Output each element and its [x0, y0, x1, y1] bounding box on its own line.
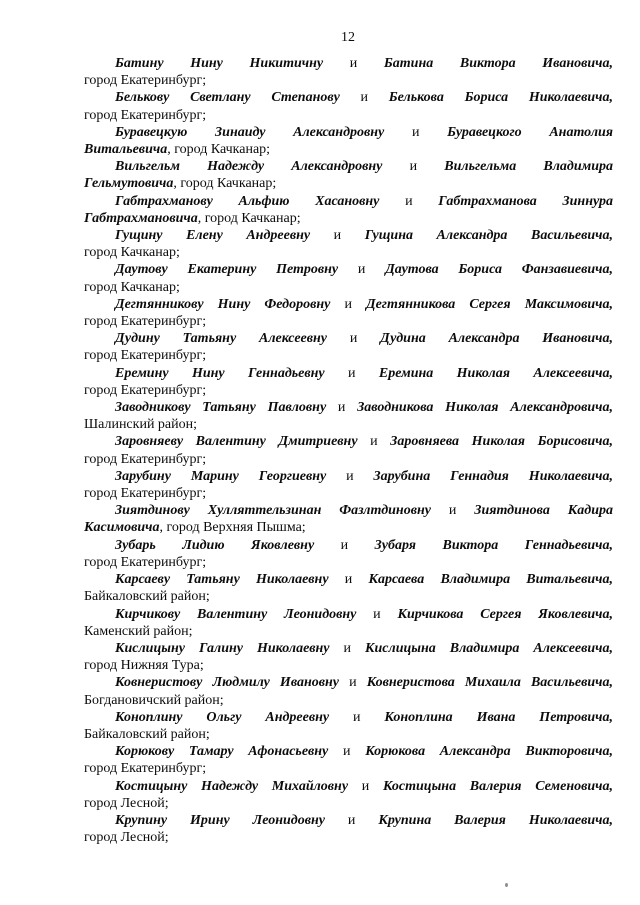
entry-name-text: Крупину Ирину Леонидовну — [115, 812, 325, 828]
page-number: 12 — [341, 30, 355, 45]
entry-name-text: Гущину Елену Андреевну — [115, 228, 311, 244]
entry-location-line — [84, 726, 613, 743]
list-item — [84, 433, 613, 467]
entry-name-text: Кислицына Владимира Алексеевича, — [365, 640, 614, 656]
list-item — [84, 55, 613, 89]
entry-location-line — [84, 829, 613, 846]
list-item — [84, 674, 613, 708]
entry-plain-text: город Екатеринбург; — [84, 348, 207, 364]
entry-name-text: Вильгельма Владимира — [444, 159, 614, 175]
entry-name-text: Дегтянникову Нину Федоровну — [115, 296, 331, 312]
entry-names-line — [84, 193, 613, 210]
entry-plain-text: и — [357, 434, 391, 450]
entry-location-line — [84, 623, 613, 640]
entry-name-text: Коноплина Ивана Петровича, — [384, 709, 613, 725]
entry-plain-text: Байкаловский район; — [84, 589, 210, 605]
entry-location-line — [84, 519, 613, 536]
entry-names-line — [84, 606, 613, 623]
entry-plain-text: и — [324, 365, 379, 381]
entry-name-text: Заводникову Татьяну Павловну — [115, 400, 327, 416]
entry-plain-text: город Нижняя Тура; — [84, 658, 204, 674]
entry-name-text: Ковнеристова Михаила Васильевича, — [366, 675, 613, 691]
entry-name-text: Габтрахманову Альфию Хасановну — [115, 193, 380, 209]
entry-names-line — [84, 330, 613, 347]
entry-plain-text: и — [330, 296, 367, 312]
entry-plain-text: , город Качканар; — [167, 142, 271, 158]
list-item — [84, 812, 613, 846]
entry-plain-text: и — [328, 744, 366, 760]
list-item — [84, 227, 613, 261]
entry-plain-text: , город Качканар; — [173, 176, 277, 192]
entry-plain-text: и — [339, 90, 389, 106]
entry-name-text: Белькову Светлану Степанову — [115, 90, 340, 106]
entry-plain-text: город Екатеринбург; — [84, 761, 207, 777]
list-item — [84, 468, 613, 502]
entry-names-line — [84, 261, 613, 278]
list-item — [84, 296, 613, 330]
entry-name-text: Заровняева Николая Борисовича, — [390, 434, 613, 450]
entry-name-text: Дудину Татьяну Алексеевну — [115, 331, 327, 347]
entry-plain-text: и — [325, 812, 379, 828]
list-item — [84, 261, 613, 295]
entry-name-text: Еремина Николая Алексеевича, — [378, 365, 613, 381]
list-item — [84, 193, 613, 227]
entry-names-line — [84, 571, 613, 588]
entry-location-line — [84, 210, 613, 227]
list-item — [84, 537, 613, 571]
entry-name-text: Корюкова Александра Викторовича, — [365, 744, 613, 760]
entry-plain-text: и — [326, 468, 374, 484]
entry-name-text: Зарубину Марину Георгиевну — [115, 468, 327, 484]
entry-name-text: Габтрахмановича — [84, 210, 198, 226]
entry-names-line — [84, 296, 613, 313]
scan-speck-artifact — [505, 883, 508, 887]
list-item — [84, 330, 613, 364]
entry-location-line — [84, 416, 613, 433]
entry-plain-text: и — [326, 400, 358, 416]
entry-name-text: Зубарь Лидию Яковлевну — [115, 537, 315, 553]
entry-name-text: Вильгельм Надежду Александровну — [115, 159, 383, 175]
entry-name-text: Витальевича — [84, 142, 168, 158]
entry-plain-text: и — [379, 193, 439, 209]
entry-name-text: Батина Виктора Ивановича, — [383, 56, 613, 71]
entry-name-text: Костицыну Надежду Михайловну — [115, 778, 349, 794]
entry-plain-text: город Екатеринбург; — [84, 107, 207, 123]
list-item — [84, 365, 613, 399]
entry-plain-text: город Екатеринбург; — [84, 314, 207, 330]
entry-names-line — [84, 743, 613, 760]
entry-location-line — [84, 279, 613, 296]
entry-names-line — [84, 399, 613, 416]
entry-name-text: Батину Нину Никитичну — [115, 56, 324, 71]
entry-names-line — [84, 365, 613, 382]
entry-name-text: Кислицыну Галину Николаевну — [115, 640, 330, 656]
entry-location-line — [84, 72, 613, 89]
entry-name-text: Заровняеву Валентину Дмитриевну — [115, 434, 358, 450]
entry-location-line — [84, 795, 613, 812]
entry-location-line — [84, 554, 613, 571]
entry-names-line — [84, 709, 613, 726]
entry-names-line — [84, 674, 613, 691]
entry-plain-text: город Качканар; — [84, 279, 180, 295]
entry-plain-text: , город Качканар; — [197, 210, 301, 226]
entry-names-line — [84, 55, 613, 72]
entry-location-line — [84, 175, 613, 192]
entry-names-line — [84, 227, 613, 244]
entry-names-line — [84, 778, 613, 795]
entry-name-text: Габтрахманова Зиннура — [438, 193, 613, 209]
entry-plain-text: город Екатеринбург; — [84, 382, 207, 398]
entry-plain-text: и — [356, 606, 398, 622]
entry-name-text: Карсаева Владимира Витальевича, — [368, 572, 613, 588]
entry-name-text: Буравецкую Зинаиду Александровну — [115, 124, 385, 140]
entry-plain-text: город Лесной; — [84, 830, 169, 846]
entry-plain-text: и — [384, 124, 448, 140]
entry-plain-text: и — [339, 675, 367, 691]
entry-names-line — [84, 158, 613, 175]
entry-plain-text: город Екатеринбург; — [84, 451, 207, 467]
entry-plain-text: город Екатеринбург; — [84, 73, 207, 89]
list-item — [84, 778, 613, 812]
entry-name-text: Зарубина Геннадия Николаевича, — [373, 468, 613, 484]
list-item — [84, 709, 613, 743]
entry-name-text: Дегтянникова Сергея Максимовича, — [366, 296, 613, 312]
entry-name-text: Зубаря Виктора Геннадьевича, — [374, 537, 614, 553]
list-item — [84, 124, 613, 158]
entry-plain-text: город Лесной; — [84, 795, 169, 811]
entry-plain-text: Богдановичский район; — [84, 692, 224, 708]
entry-names-line — [84, 812, 613, 829]
entry-plain-text: и — [430, 503, 475, 519]
entry-location-line — [84, 657, 613, 674]
entry-name-text: Еремину Нину Геннадьевну — [115, 365, 325, 381]
entry-location-line — [84, 382, 613, 399]
entry-plain-text: и — [310, 228, 365, 244]
entry-name-text: Костицына Валерия Семеновича, — [382, 778, 613, 794]
entry-location-line — [84, 588, 613, 605]
entry-plain-text: и — [328, 572, 369, 588]
entry-name-text: Буравецкого Анатолия — [447, 124, 613, 140]
entry-name-text: Заводникова Николая Александровича, — [357, 400, 613, 416]
entry-names-line — [84, 640, 613, 657]
list-item — [84, 640, 613, 674]
entry-location-line — [84, 244, 613, 261]
entry-name-text: Корюкову Тамару Афонасьевну — [115, 744, 329, 760]
entry-name-text: Даутова Бориса Фанзавиевича, — [385, 262, 613, 278]
entry-names-line — [84, 89, 613, 106]
entry-location-line — [84, 313, 613, 330]
list-item — [84, 399, 613, 433]
entry-names-line — [84, 468, 613, 485]
entry-plain-text: город Екатеринбург; — [84, 486, 207, 502]
entry-location-line — [84, 692, 613, 709]
entry-name-text: Крупина Валерия Николаевича, — [378, 812, 614, 828]
entry-plain-text: и — [382, 159, 445, 175]
list-item — [84, 743, 613, 777]
list-item — [84, 606, 613, 640]
entry-plain-text: и — [329, 709, 385, 725]
entry-name-text: Даутову Екатерину Петровну — [115, 262, 339, 278]
entry-plain-text: и — [314, 537, 375, 553]
entry-plain-text: и — [338, 262, 386, 278]
entry-plain-text: Шалинский район; — [84, 417, 198, 433]
entry-plain-text: Каменский район; — [84, 623, 193, 639]
list-item — [84, 571, 613, 605]
entry-plain-text: город Качканар; — [84, 245, 180, 261]
entry-plain-text: и — [327, 331, 381, 347]
entry-location-line — [84, 760, 613, 777]
entry-name-text: Зиятдинова Кадира — [474, 503, 613, 519]
entry-names-line — [84, 537, 613, 554]
entry-name-text: Ковнеристову Людмилу Ивановну — [115, 675, 339, 691]
entries-list — [84, 55, 613, 846]
list-item — [84, 158, 613, 192]
entry-location-line — [84, 141, 613, 158]
entry-name-text: Белькова Бориса Николаевича, — [388, 90, 614, 106]
entry-name-text: Гущина Александра Васильевича, — [364, 228, 614, 244]
entry-location-line — [84, 107, 613, 124]
entry-name-text: Зиятдинову Хулляттельзинан Фазлтдиновну — [115, 503, 431, 519]
entry-name-text: Кирчикова Сергея Яковлевича, — [397, 606, 613, 622]
entry-name-text: Карсаеву Татьяну Николаевну — [115, 572, 329, 588]
entry-name-text: Коноплину Ольгу Андреевну — [115, 709, 330, 725]
entry-location-line — [84, 347, 613, 364]
entry-names-line — [84, 124, 613, 141]
list-item — [84, 502, 613, 536]
entry-plain-text: Байкаловский район; — [84, 726, 210, 742]
entry-name-text: Касимовича — [84, 520, 160, 536]
entry-plain-text: город Екатеринбург; — [84, 554, 207, 570]
entry-plain-text: и — [323, 56, 384, 71]
entry-location-line — [84, 485, 613, 502]
entry-name-text: Гельмутовича — [84, 176, 174, 192]
entry-names-line — [84, 502, 613, 519]
entry-plain-text: и — [329, 640, 366, 656]
entry-names-line — [84, 433, 613, 450]
entry-plain-text: и — [348, 778, 383, 794]
entry-location-line — [84, 451, 613, 468]
list-item — [84, 89, 613, 123]
entry-plain-text: , город Верхняя Пышма; — [159, 520, 306, 536]
entry-name-text: Дудина Александра Ивановича, — [380, 331, 613, 347]
entry-name-text: Кирчикову Валентину Леонидовну — [115, 606, 357, 622]
